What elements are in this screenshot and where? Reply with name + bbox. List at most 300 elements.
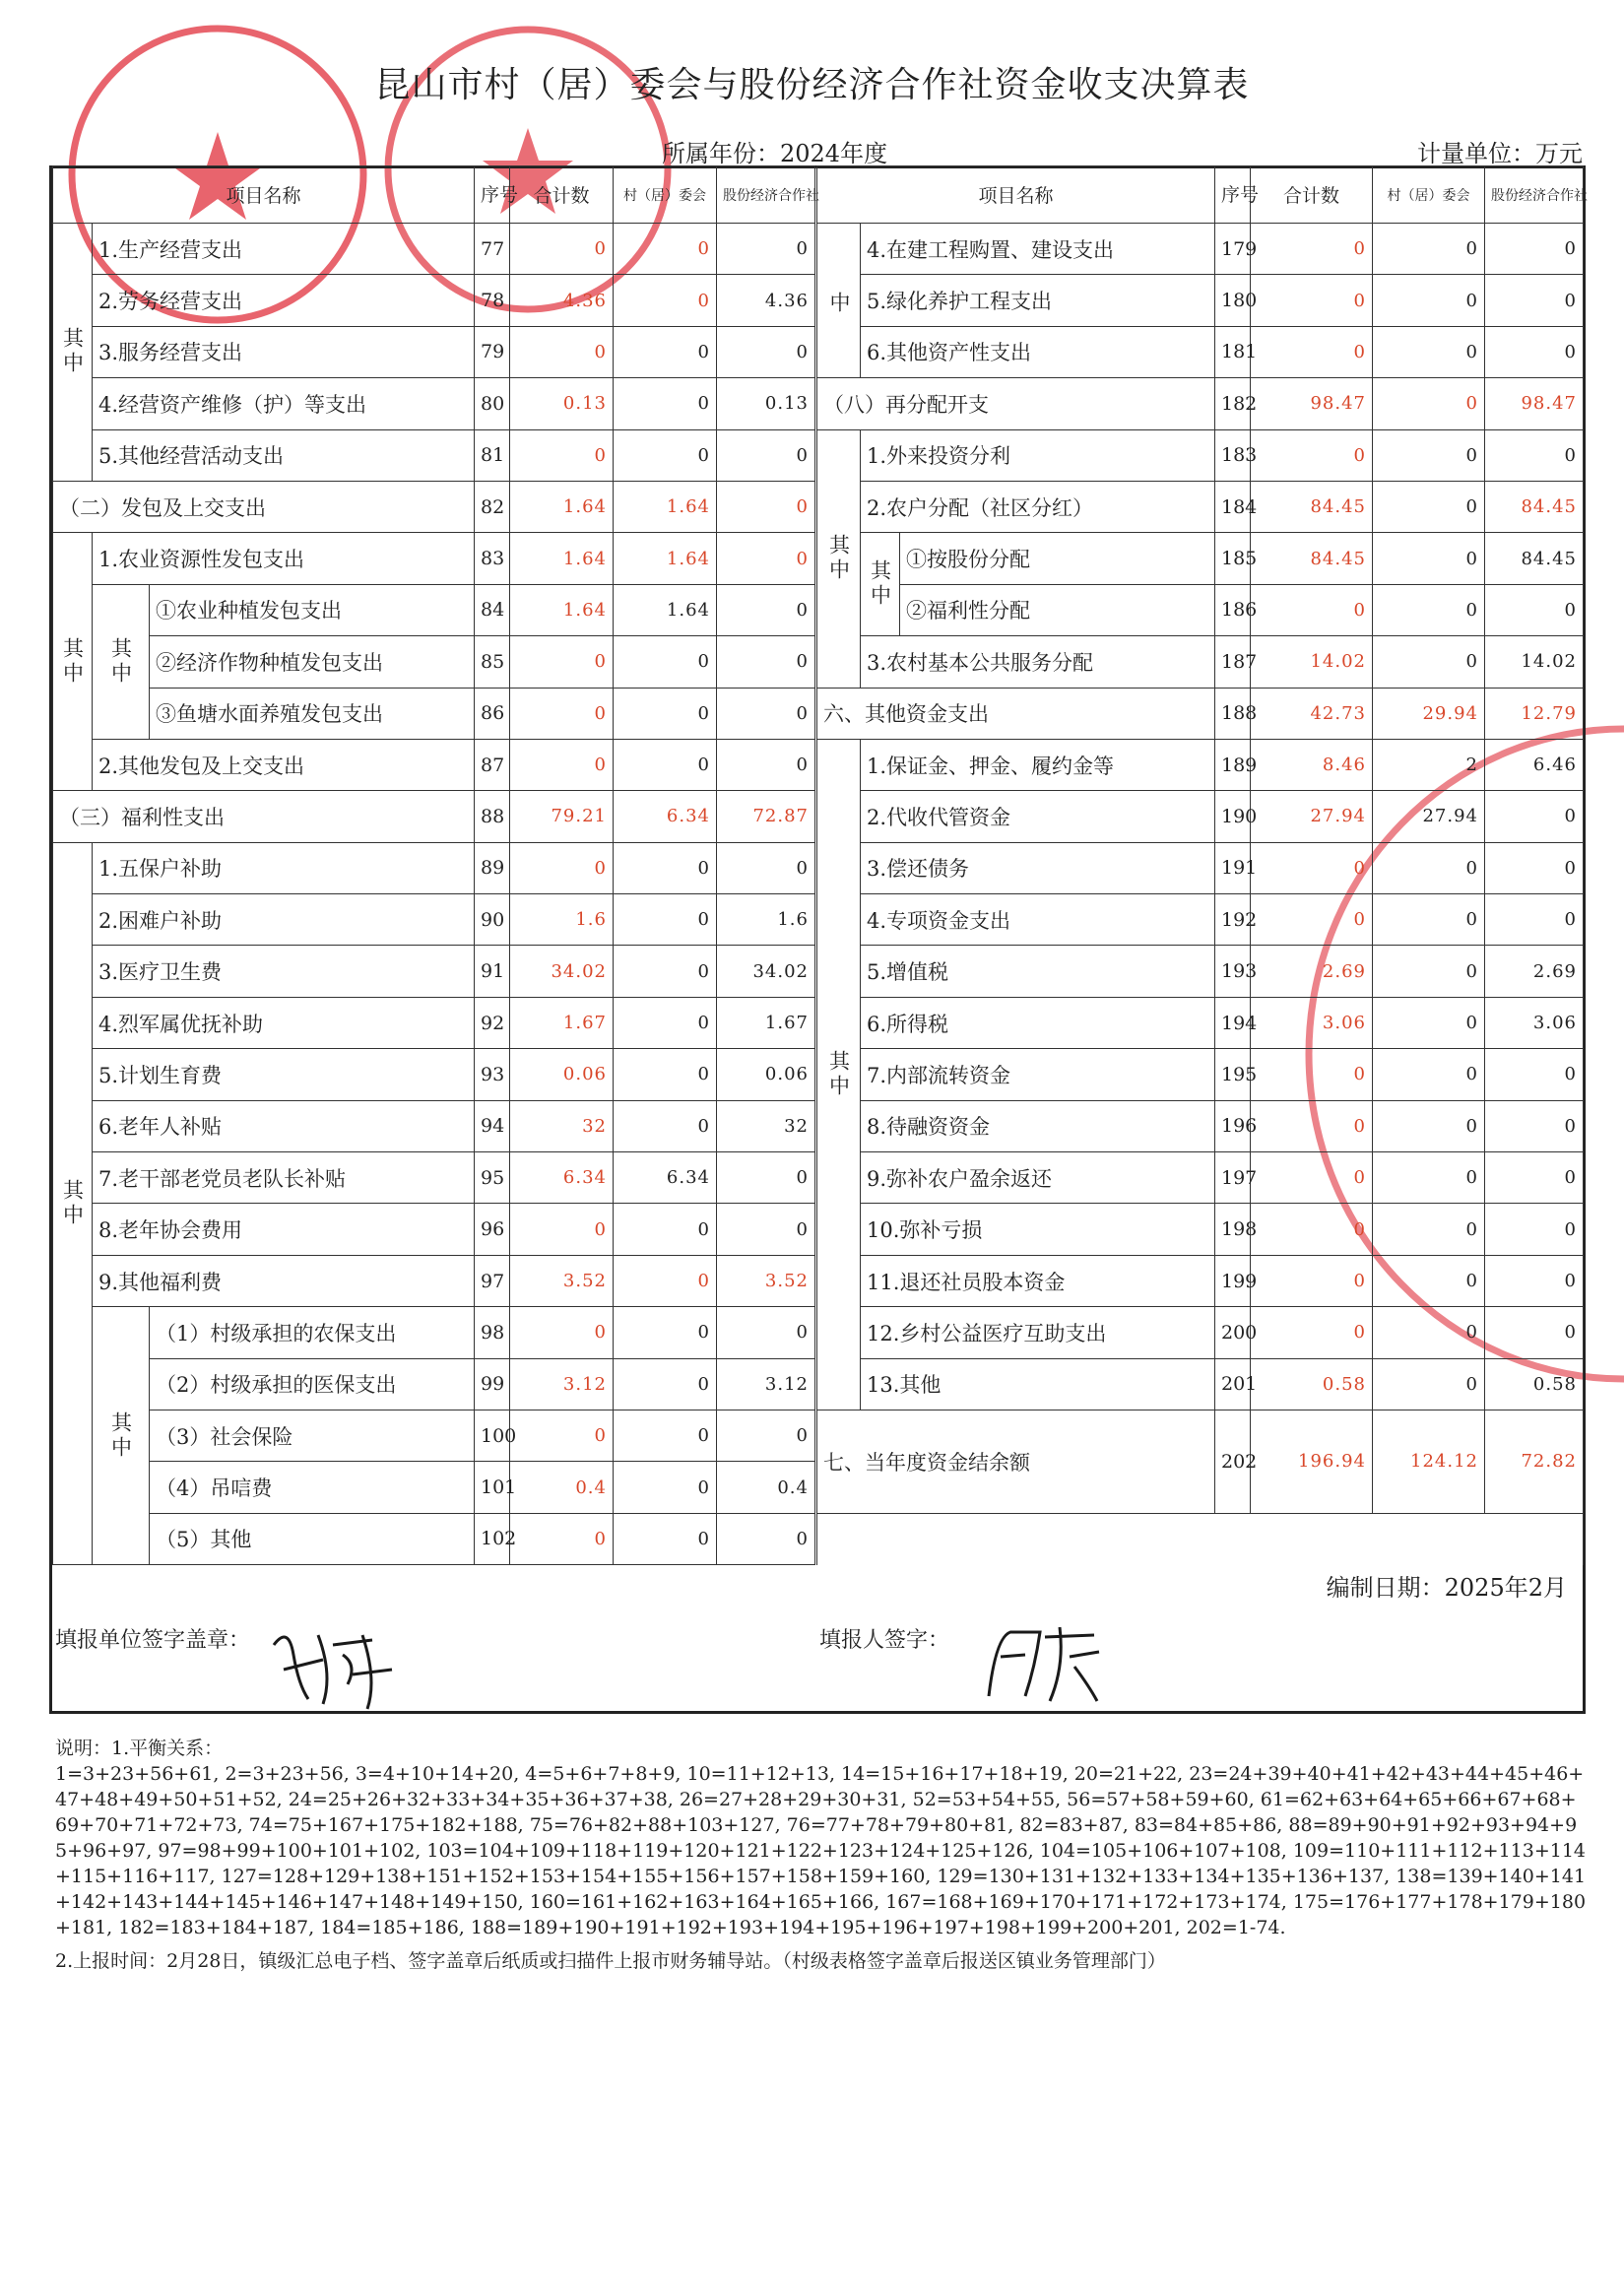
cell-name: 7.老干部老党员老队长补贴: [93, 1152, 475, 1204]
cell-total: 27.94: [1251, 791, 1373, 842]
cell-coop: 0: [1485, 1255, 1584, 1306]
cell-name: 4.经营资产维修（护）等支出: [93, 378, 475, 429]
group-label-qizhong: 其中: [53, 842, 93, 1564]
cell-coop: 14.02: [1485, 636, 1584, 688]
cell-coop: 0: [717, 481, 815, 532]
cell-coop: 72.87: [717, 791, 815, 842]
right-header-seq: 序号: [1215, 166, 1251, 224]
table-row: [817, 636, 1584, 688]
cell-name: 5.绿化养护工程支出: [861, 275, 1215, 326]
compile-date: 编制日期：2025年2月: [1326, 1574, 1567, 1602]
cell-name: 4.专项资金支出: [861, 894, 1215, 946]
cell-name: 2.劳务经营支出: [93, 275, 475, 326]
cell-name: 1.保证金、押金、履约金等: [861, 739, 1215, 790]
table-row: [817, 1049, 1584, 1100]
cell-village: 124.12: [1373, 1410, 1485, 1513]
cell-total: 2.69: [1251, 946, 1373, 997]
cell-total: 6.34: [510, 1152, 614, 1204]
table-row: [817, 533, 1584, 584]
cell-name: （三）福利性支出: [53, 791, 475, 842]
cell-total: 0: [510, 842, 614, 893]
cell-village: 0: [1373, 378, 1485, 429]
cell-name: 1.外来投资分利: [861, 429, 1215, 481]
cell-village: 0: [1373, 946, 1485, 997]
cell-name: （1）村级承担的农保支出: [150, 1307, 475, 1358]
measurement-unit: 计量单位：万元: [1417, 140, 1583, 167]
cell-seq: 77: [475, 224, 510, 275]
cell-total: 0: [1251, 429, 1373, 481]
cell-village: 0: [614, 636, 717, 688]
cell-name: （3）社会保险: [150, 1410, 475, 1461]
table-row: [53, 326, 815, 377]
cell-coop: 0: [1485, 791, 1584, 842]
group-label-qizhong: 其中: [817, 739, 861, 1410]
cell-coop: 0: [1485, 1307, 1584, 1358]
cell-name: 12.乡村公益医疗互助支出: [861, 1307, 1215, 1358]
cell-seq: 85: [475, 636, 510, 688]
table-row: [53, 739, 815, 790]
cell-village: 0: [1373, 1358, 1485, 1410]
cell-village: 0: [1373, 584, 1485, 635]
cell-name: 5.计划生育费: [93, 1049, 475, 1100]
cell-total: 0.13: [510, 378, 614, 429]
group-label-qizhong: 其中: [93, 584, 150, 739]
cell-coop: 0.58: [1485, 1358, 1584, 1410]
notes-label: 说明：1.平衡关系：: [55, 1738, 224, 1759]
table-row: [817, 739, 1584, 790]
table-row: [53, 1410, 815, 1461]
cell-village: 6.34: [614, 1152, 717, 1204]
table-row: [817, 1410, 1584, 1513]
cell-name: （4）吊唁费: [150, 1462, 475, 1513]
cell-coop: 0: [1485, 584, 1584, 635]
cell-coop: 0: [717, 1204, 815, 1255]
cell-coop: 3.06: [1485, 997, 1584, 1048]
cell-total: 98.47: [1251, 378, 1373, 429]
cell-village: 0: [614, 894, 717, 946]
cell-total: 0: [510, 1410, 614, 1461]
cell-seq: 200: [1215, 1307, 1251, 1358]
cell-seq: 94: [475, 1100, 510, 1151]
cell-coop: 0: [717, 1152, 815, 1204]
cell-seq: 187: [1215, 636, 1251, 688]
cell-coop: 0: [1485, 1152, 1584, 1204]
cell-seq: 83: [475, 533, 510, 584]
cell-total: 0: [510, 1204, 614, 1255]
cell-name: 3.偿还债务: [861, 842, 1215, 893]
cell-total: 0: [1251, 1307, 1373, 1358]
cell-seq: 194: [1215, 997, 1251, 1048]
cell-total: 0: [510, 326, 614, 377]
cell-coop: 34.02: [717, 946, 815, 997]
cell-village: 1.64: [614, 584, 717, 635]
cell-total: 84.45: [1251, 481, 1373, 532]
table-row: [53, 1255, 815, 1306]
cell-village: 0: [1373, 1204, 1485, 1255]
group-label-qizhong: 其中: [861, 533, 900, 636]
cell-village: 0: [614, 739, 717, 790]
cell-total: 79.21: [510, 791, 614, 842]
cell-coop: 32: [717, 1100, 815, 1151]
cell-coop: 0: [1485, 1204, 1584, 1255]
cell-name: 1.五保户补助: [93, 842, 475, 893]
cell-name: （5）其他: [150, 1513, 475, 1564]
cell-village: 0: [1373, 533, 1485, 584]
cell-coop: 0: [717, 1410, 815, 1461]
cell-village: 0: [1373, 842, 1485, 893]
table-row: [817, 326, 1584, 377]
cell-name: 6.其他资产性支出: [861, 326, 1215, 377]
cell-seq: 195: [1215, 1049, 1251, 1100]
cell-seq: 192: [1215, 894, 1251, 946]
cell-total: 42.73: [1251, 688, 1373, 739]
group-label-zhong: 中: [817, 224, 861, 378]
cell-total: 0: [1251, 275, 1373, 326]
cell-village: 1.64: [614, 533, 717, 584]
cell-total: 3.06: [1251, 997, 1373, 1048]
cell-village: 27.94: [1373, 791, 1485, 842]
cell-total: 0: [510, 636, 614, 688]
cell-seq: 89: [475, 842, 510, 893]
cell-total: 0.4: [510, 1462, 614, 1513]
cell-name: （2）村级承担的医保支出: [150, 1358, 475, 1410]
cell-coop: 6.46: [1485, 739, 1584, 790]
cell-seq: 182: [1215, 378, 1251, 429]
table-row: [53, 791, 815, 842]
cell-village: 0: [614, 1307, 717, 1358]
table-row: [53, 481, 815, 532]
cell-name: 8.老年协会费用: [93, 1204, 475, 1255]
cell-village: 0: [614, 1358, 717, 1410]
table-row: [817, 1307, 1584, 1358]
cell-name: ②福利性分配: [900, 584, 1215, 635]
table-row: [817, 842, 1584, 893]
cell-village: 0: [1373, 1100, 1485, 1151]
cell-coop: 0: [717, 533, 815, 584]
cell-seq: 80: [475, 378, 510, 429]
right-header-total: 合计数: [1251, 166, 1373, 224]
cell-total: 196.94: [1251, 1410, 1373, 1513]
table-row: [53, 842, 815, 893]
cell-coop: 0: [1485, 275, 1584, 326]
cell-name: 11.退还社员股本资金: [861, 1255, 1215, 1306]
left-header-name: 项目名称: [53, 166, 475, 224]
cell-village: 0: [614, 688, 717, 739]
right-expense-table: [816, 165, 1588, 1565]
cell-total: 0: [1251, 894, 1373, 946]
table-row: [817, 997, 1584, 1048]
cell-total: 0: [1251, 1152, 1373, 1204]
cell-coop: 0: [1485, 1100, 1584, 1151]
cell-seq: 199: [1215, 1255, 1251, 1306]
cell-coop: 2.69: [1485, 946, 1584, 997]
cell-name: 3.服务经营支出: [93, 326, 475, 377]
right-header-name: 项目名称: [817, 166, 1215, 224]
cell-name: 2.代收代管资金: [861, 791, 1215, 842]
cell-coop: 0: [717, 842, 815, 893]
right-header-coop: 股份经济合作社: [1485, 166, 1584, 224]
cell-seq: 181: [1215, 326, 1251, 377]
cell-village: 0: [1373, 894, 1485, 946]
document-title: 昆山市村（居）委会与股份经济合作社资金收支决算表: [374, 65, 1250, 105]
cell-coop: 0: [1485, 894, 1584, 946]
cell-village: 0: [1373, 1255, 1485, 1306]
cell-seq: 99: [475, 1358, 510, 1410]
table-row: [53, 429, 815, 481]
cell-name: （八）再分配开支: [817, 378, 1215, 429]
cell-seq: 88: [475, 791, 510, 842]
cell-coop: 0.13: [717, 378, 815, 429]
table-row: [817, 1100, 1584, 1151]
cell-seq: 197: [1215, 1152, 1251, 1204]
table-row: [53, 1462, 815, 1513]
cell-village: 0: [614, 275, 717, 326]
table-row: [817, 1204, 1584, 1255]
cell-coop: 0: [717, 326, 815, 377]
cell-total: 0: [1251, 1255, 1373, 1306]
cell-village: 0: [614, 326, 717, 377]
left-header-coop: 股份经济合作社: [717, 166, 815, 224]
cell-village: 2: [1373, 739, 1485, 790]
cell-village: 29.94: [1373, 688, 1485, 739]
table-row: [53, 1358, 815, 1410]
cell-name: 13.其他: [861, 1358, 1215, 1410]
cell-seq: 183: [1215, 429, 1251, 481]
group-label-qizhong: 其中: [53, 533, 93, 791]
cell-seq: 102: [475, 1513, 510, 1564]
cell-village: 0: [1373, 636, 1485, 688]
table-row: [817, 584, 1584, 635]
cell-village: 0: [1373, 1307, 1485, 1358]
table-row: [53, 275, 815, 326]
cell-name: 4.在建工程购置、建设支出: [861, 224, 1215, 275]
table-row: [817, 1358, 1584, 1410]
cell-total: 0: [1251, 326, 1373, 377]
cell-seq: 202: [1215, 1410, 1251, 1513]
left-header-total: 合计数: [510, 166, 614, 224]
report-year: 所属年份：2024年度: [662, 140, 888, 167]
cell-total: 0: [510, 429, 614, 481]
cell-seq: 185: [1215, 533, 1251, 584]
unit-handwritten-signature: [264, 1615, 402, 1714]
cell-coop: 12.79: [1485, 688, 1584, 739]
cell-village: 0: [614, 224, 717, 275]
cell-seq: 78: [475, 275, 510, 326]
cell-seq: 191: [1215, 842, 1251, 893]
table-row: [53, 1307, 815, 1358]
cell-village: 0: [1373, 429, 1485, 481]
cell-name: 2.农户分配（社区分红）: [861, 481, 1215, 532]
cell-total: 84.45: [1251, 533, 1373, 584]
cell-seq: 179: [1215, 224, 1251, 275]
cell-total: 3.12: [510, 1358, 614, 1410]
cell-name: 9.弥补农户盈余返还: [861, 1152, 1215, 1204]
cell-village: 0: [614, 1255, 717, 1306]
table-row: [53, 636, 815, 688]
table-row: [53, 1152, 815, 1204]
cell-seq: 92: [475, 997, 510, 1048]
table-row: [53, 1204, 815, 1255]
cell-village: 0: [614, 1513, 717, 1564]
table-row: [53, 1513, 815, 1564]
cell-village: 0: [1373, 481, 1485, 532]
cell-seq: 87: [475, 739, 510, 790]
left-header-village: 村（居）委会: [614, 166, 717, 224]
cell-name: 1.农业资源性发包支出: [93, 533, 475, 584]
cell-seq: 98: [475, 1307, 510, 1358]
cell-coop: 0.06: [717, 1049, 815, 1100]
cell-name: 6.所得税: [861, 997, 1215, 1048]
cell-seq: 190: [1215, 791, 1251, 842]
cell-seq: 180: [1215, 275, 1251, 326]
cell-name: 3.医疗卫生费: [93, 946, 475, 997]
group-label-qizhong: 其中: [93, 1307, 150, 1565]
cell-total: 0: [1251, 1100, 1373, 1151]
cell-name: 7.内部流转资金: [861, 1049, 1215, 1100]
cell-total: 14.02: [1251, 636, 1373, 688]
table-row: [53, 533, 815, 584]
cell-coop: 0: [1485, 224, 1584, 275]
cell-coop: 0: [717, 1307, 815, 1358]
right-blank-row: [817, 1513, 1584, 1564]
cell-seq: 90: [475, 894, 510, 946]
cell-village: 0: [614, 1049, 717, 1100]
cell-coop: 0: [717, 429, 815, 481]
cell-seq: 101: [475, 1462, 510, 1513]
cell-coop: 84.45: [1485, 481, 1584, 532]
cell-coop: 84.45: [1485, 533, 1584, 584]
cell-coop: 72.82: [1485, 1410, 1584, 1513]
cell-village: 0: [1373, 1049, 1485, 1100]
cell-seq: 189: [1215, 739, 1251, 790]
cell-coop: 1.67: [717, 997, 815, 1048]
cell-total: 0: [510, 1513, 614, 1564]
cell-total: 1.6: [510, 894, 614, 946]
cell-village: 0: [614, 429, 717, 481]
cell-coop: 3.52: [717, 1255, 815, 1306]
cell-seq: 188: [1215, 688, 1251, 739]
cell-total: 0: [1251, 1204, 1373, 1255]
table-row: [817, 429, 1584, 481]
cell-total: 0: [510, 739, 614, 790]
table-row: [817, 378, 1584, 429]
cell-village: 0: [614, 378, 717, 429]
table-row: [817, 275, 1584, 326]
table-row: [817, 946, 1584, 997]
cell-name: 1.生产经营支出: [93, 224, 475, 275]
cell-name: 6.老年人补贴: [93, 1100, 475, 1151]
cell-total: 0.58: [1251, 1358, 1373, 1410]
cell-coop: 0: [717, 688, 815, 739]
cell-total: 0: [1251, 584, 1373, 635]
cell-total: 0: [1251, 1049, 1373, 1100]
cell-seq: 184: [1215, 481, 1251, 532]
cell-total: 0: [1251, 842, 1373, 893]
cell-seq: 96: [475, 1204, 510, 1255]
group-label-qizhong: 其中: [817, 429, 861, 688]
cell-coop: 0: [717, 224, 815, 275]
table-row: [53, 1100, 815, 1151]
cell-village: 0: [1373, 1152, 1485, 1204]
cell-total: 1.67: [510, 997, 614, 1048]
group-label-qizhong: 其中: [53, 224, 93, 482]
table-row: [817, 791, 1584, 842]
cell-village: 0: [614, 842, 717, 893]
cell-seq: 93: [475, 1049, 510, 1100]
cell-coop: 0: [717, 584, 815, 635]
right-header-village: 村（居）委会: [1373, 166, 1485, 224]
person-signature-label: 填报人签字：: [819, 1628, 950, 1653]
cell-name: 10.弥补亏损: [861, 1204, 1215, 1255]
cell-village: 0: [1373, 997, 1485, 1048]
cell-seq: 84: [475, 584, 510, 635]
table-row: [53, 688, 815, 739]
cell-coop: 0.4: [717, 1462, 815, 1513]
cell-coop: 0: [1485, 1049, 1584, 1100]
cell-total: 0: [510, 688, 614, 739]
cell-village: 1.64: [614, 481, 717, 532]
cell-coop: 1.6: [717, 894, 815, 946]
cell-total: 1.64: [510, 533, 614, 584]
cell-name: （二）发包及上交支出: [53, 481, 475, 532]
cell-seq: 81: [475, 429, 510, 481]
cell-seq: 186: [1215, 584, 1251, 635]
unit-signature-label: 填报单位签字盖章：: [55, 1628, 251, 1653]
cell-name: ①按股份分配: [900, 533, 1215, 584]
table-row: [53, 224, 815, 275]
cell-seq: 201: [1215, 1358, 1251, 1410]
cell-village: 6.34: [614, 791, 717, 842]
cell-total: 3.52: [510, 1255, 614, 1306]
cell-total: 1.64: [510, 481, 614, 532]
cell-coop: 0: [717, 636, 815, 688]
cell-total: 0.06: [510, 1049, 614, 1100]
cell-total: 0: [510, 1307, 614, 1358]
table-row: [53, 378, 815, 429]
cell-name: 六、其他资金支出: [817, 688, 1215, 739]
cell-name: ③鱼塘水面养殖发包支出: [150, 688, 475, 739]
cell-seq: 196: [1215, 1100, 1251, 1151]
table-row: [53, 894, 815, 946]
cell-name: ①农业种植发包支出: [150, 584, 475, 635]
cell-seq: 79: [475, 326, 510, 377]
cell-coop: 3.12: [717, 1358, 815, 1410]
cell-name: 七、当年度资金结余额: [817, 1410, 1215, 1513]
table-row: [817, 1152, 1584, 1204]
cell-name: 3.农村基本公共服务分配: [861, 636, 1215, 688]
table-row: [817, 1255, 1584, 1306]
cell-village: 0: [614, 1204, 717, 1255]
right-header-row: [817, 166, 1584, 224]
cell-seq: 198: [1215, 1204, 1251, 1255]
cell-name: 2.其他发包及上交支出: [93, 739, 475, 790]
table-row: [53, 997, 815, 1048]
cell-total: 32: [510, 1100, 614, 1151]
cell-village: 0: [614, 946, 717, 997]
cell-total: 0: [1251, 224, 1373, 275]
cell-name: 5.增值税: [861, 946, 1215, 997]
cell-coop: 4.36: [717, 275, 815, 326]
cell-coop: 0: [1485, 842, 1584, 893]
balance-formula: 1=3+23+56+61, 2=3+23+56, 3=4+10+14+20, 4=5+6+7+8+9, 10=11+12+13, 14=15+16+17+18+19, 20=21+22, 23=24+39+40+41+42+43+44+45+46+47+48+49+50+51+52, 24=25+26+32+33+34+35+36+37+38, 26=27+28+29+30+31, 52=53+54+55, 56=57+58+59+60, 61=62+63+64+65+66+67+68+69+70+71+72+73, 74=75+167+175+182+188, 75=76+82+88+103+127, 76=77+78+79+80+81, 82=83+87, 83=84+85+86, 88=89+90+91+92+93+94+95+96+97, 97=98+99+100+101+102, 103=104+109+118+119+120+121+122+123+124+125+126, 104=105+106+107+108, 109=110+111+112+113+114+115+116+117, 127=128+129+138+151+152+153+154+155+156+157+158+159+160, 129=130+131+132+133+134+135+136+137, 138=139+140+141+142+143+144+145+146+147+148+149+150, 160=161+162+163+164+165+166, 167=168+169+170+171+172+173+174, 175=176+177+178+179+180+181, 182=183+184+187, 184=185+186, 188=189+190+191+192+193+194+195+196+197+198+199+200+201, 202=1-74.: [55, 1763, 1587, 1938]
cell-village: 0: [614, 997, 717, 1048]
cell-seq: 100: [475, 1410, 510, 1461]
table-row: [53, 946, 815, 997]
cell-village: 0: [614, 1100, 717, 1151]
cell-village: 0: [614, 1462, 717, 1513]
cell-name: ②经济作物种植发包支出: [150, 636, 475, 688]
cell-village: 0: [614, 1410, 717, 1461]
